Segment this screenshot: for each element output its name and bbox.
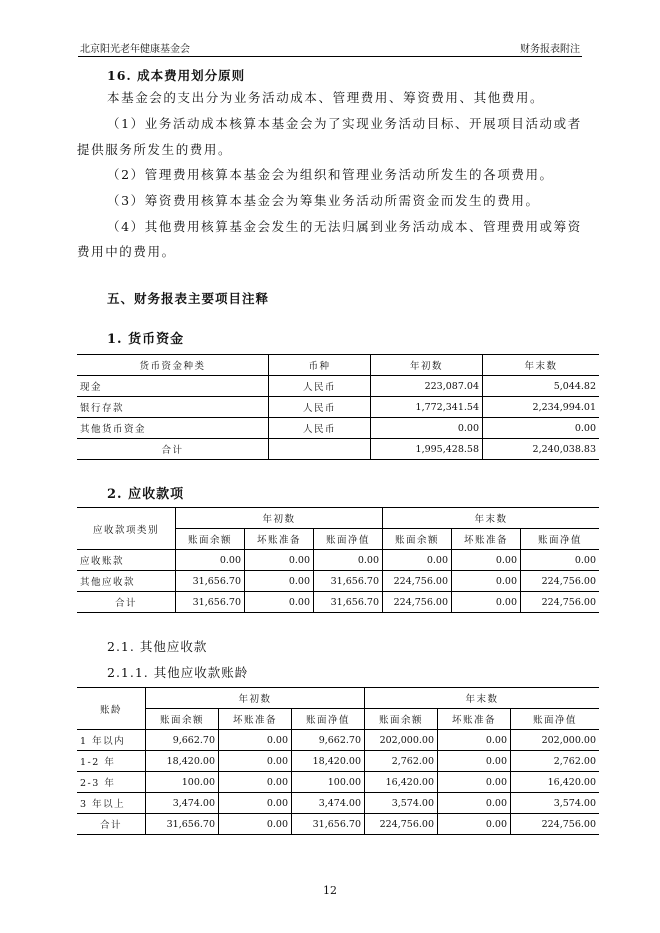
table-cell: 16,420.00 [511, 772, 600, 793]
cash-table [77, 354, 599, 460]
table-row [77, 376, 599, 397]
table-header-cell: 账面净值 [521, 529, 600, 550]
table-header-row [77, 688, 599, 709]
table-cell: 0.00 [438, 793, 511, 814]
table-cell: 224,756.00 [521, 571, 600, 592]
table-cell: 合计 [77, 592, 176, 613]
table-cell: 0.00 [438, 772, 511, 793]
table-header-cell: 坏账准备 [438, 709, 511, 730]
table-cell: 100.00 [146, 772, 219, 793]
table-cell: 0.00 [521, 550, 600, 571]
table-cell: 0.00 [452, 592, 521, 613]
table-cell: 1 年以内 [77, 730, 146, 751]
receivables-section-title: 2. 应收款项 [107, 487, 185, 502]
table-cell: 31,656.70 [314, 592, 383, 613]
table-header-cell: 坏账准备 [245, 529, 314, 550]
paragraph-item-1a: （1）业务活动成本核算本基金会为了实现业务活动目标、开展项目活动或者 [107, 116, 582, 131]
table-header-row [77, 709, 599, 730]
table-cell: 223,087.04 [371, 376, 483, 397]
table-cell: 0.00 [438, 751, 511, 772]
table-cell: 其他货币资金 [77, 418, 269, 439]
paragraph-expense-categories: 本基金会的支出分为业务活动成本、管理费用、筹资费用、其他费用。 [107, 90, 545, 105]
table-cell: 人民币 [269, 418, 371, 439]
table-cell: 0.00 [245, 550, 314, 571]
table-cell: 应收账款 [77, 550, 176, 571]
table-header-cell: 年初数 [371, 355, 483, 376]
table-cell: 5,044.82 [483, 376, 600, 397]
table-header-cell: 账面余额 [176, 529, 245, 550]
table-row [77, 793, 599, 814]
table-cell: 3,474.00 [292, 793, 365, 814]
table-cell: 3,574.00 [511, 793, 600, 814]
table-row [77, 418, 599, 439]
receivables-table [77, 507, 599, 613]
section-16-title: 16. 成本费用划分原则 [107, 68, 246, 83]
table-cell: 1-2 年 [77, 751, 146, 772]
table-header-cell: 账面净值 [314, 529, 383, 550]
table-row [77, 550, 599, 571]
table-header-row [77, 355, 599, 376]
table-cell: 人民币 [269, 376, 371, 397]
table-row [77, 397, 599, 418]
paragraph-item-1b: 提供服务所发生的费用。 [77, 142, 233, 157]
table-cell: 0.00 [452, 550, 521, 571]
table-total-row [77, 439, 599, 460]
table-cell: 202,000.00 [365, 730, 438, 751]
page-number: 12 [323, 884, 337, 897]
table-cell: 3,574.00 [365, 793, 438, 814]
table-cell: 2,234,994.01 [483, 397, 600, 418]
table-cell: 224,756.00 [521, 592, 600, 613]
table-cell: 合计 [77, 439, 269, 460]
table-cell: 0.00 [219, 772, 292, 793]
table-row [77, 730, 599, 751]
table-cell: 9,662.70 [292, 730, 365, 751]
other-receivables-title: 2.1. 其他应收款 [107, 639, 208, 654]
table-cell: 2,762.00 [365, 751, 438, 772]
table-header-cell: 应收款项类别 [77, 508, 176, 550]
other-receivables-aging-title: 2.1.1. 其他应收款账龄 [107, 665, 249, 680]
table-cell: 224,756.00 [365, 814, 438, 835]
table-cell: 18,420.00 [292, 751, 365, 772]
cash-section-title: 1. 货币资金 [107, 332, 185, 347]
table-header-cell: 账面余额 [365, 709, 438, 730]
table-cell: 31,656.70 [176, 571, 245, 592]
table-header-cell: 账面净值 [511, 709, 600, 730]
header-org-name: 北京阳光老年健康基金会 [80, 44, 190, 55]
paragraph-item-4a: （4）其他费用核算基金会发生的无法归属到业务活动成本、管理费用或筹资 [107, 219, 582, 234]
table-cell: 0.00 [219, 814, 292, 835]
table-cell: 0.00 [483, 418, 600, 439]
table-header-row [77, 508, 599, 529]
paragraph-item-2: （2）管理费用核算本基金会为组织和管理业务活动所发生的各项费用。 [107, 167, 554, 182]
table-cell: 0.00 [438, 814, 511, 835]
table-cell: 100.00 [292, 772, 365, 793]
table-header-cell: 年末数 [383, 508, 600, 529]
table-cell: 2,762.00 [511, 751, 600, 772]
table-cell: 31,656.70 [146, 814, 219, 835]
table-cell: 人民币 [269, 397, 371, 418]
table-header-cell: 年初数 [176, 508, 383, 529]
table-cell: 31,656.70 [292, 814, 365, 835]
table-cell: 现金 [77, 376, 269, 397]
table-header-cell: 账面余额 [383, 529, 452, 550]
table-cell: 0.00 [219, 751, 292, 772]
table-cell: 1,995,428.58 [371, 439, 483, 460]
table-cell: 0.00 [219, 793, 292, 814]
table-cell: 1,772,341.54 [371, 397, 483, 418]
table-cell: 0.00 [245, 592, 314, 613]
table-total-row [77, 592, 599, 613]
table-cell: 0.00 [371, 418, 483, 439]
table-cell: 202,000.00 [511, 730, 600, 751]
table-row [77, 571, 599, 592]
table-cell: 18,420.00 [146, 751, 219, 772]
table-header-cell: 账龄 [77, 688, 146, 730]
table-header-cell: 货币资金种类 [77, 355, 269, 376]
section-5-title: 五、财务报表主要项目注释 [107, 291, 270, 306]
table-cell: 其他应收款 [77, 571, 176, 592]
table-cell: 9,662.70 [146, 730, 219, 751]
table-header-cell: 年末数 [365, 688, 600, 709]
table-row [77, 772, 599, 793]
table-cell: 2-3 年 [77, 772, 146, 793]
table-cell: 0.00 [452, 571, 521, 592]
table-cell [269, 439, 371, 460]
table-row [77, 751, 599, 772]
header-section-name: 财务报表附注 [520, 44, 580, 55]
table-cell: 3 年以上 [77, 793, 146, 814]
table-header-cell: 年初数 [146, 688, 365, 709]
table-cell: 0.00 [245, 571, 314, 592]
table-header-cell: 账面余额 [146, 709, 219, 730]
table-cell: 224,756.00 [511, 814, 600, 835]
table-header-cell: 币种 [269, 355, 371, 376]
table-total-row [77, 814, 599, 835]
table-cell: 224,756.00 [383, 571, 452, 592]
page-header [78, 40, 582, 57]
table-cell: 0.00 [314, 550, 383, 571]
table-cell: 0.00 [383, 550, 452, 571]
aging-table [77, 687, 599, 835]
table-cell: 银行存款 [77, 397, 269, 418]
table-cell: 224,756.00 [383, 592, 452, 613]
paragraph-item-4b: 费用中的费用。 [77, 244, 176, 259]
table-header-cell: 账面净值 [292, 709, 365, 730]
table-header-cell: 坏账准备 [452, 529, 521, 550]
table-cell: 31,656.70 [314, 571, 383, 592]
table-cell: 0.00 [219, 730, 292, 751]
paragraph-item-3: （3）筹资费用核算本基金会为筹集业务活动所需资金而发生的费用。 [107, 193, 540, 208]
table-header-cell: 坏账准备 [219, 709, 292, 730]
table-cell: 合计 [77, 814, 146, 835]
table-cell: 31,656.70 [176, 592, 245, 613]
table-header-cell: 年末数 [483, 355, 600, 376]
table-cell: 0.00 [176, 550, 245, 571]
table-cell: 2,240,038.83 [483, 439, 600, 460]
table-cell: 3,474.00 [146, 793, 219, 814]
table-cell: 0.00 [438, 730, 511, 751]
table-cell: 16,420.00 [365, 772, 438, 793]
